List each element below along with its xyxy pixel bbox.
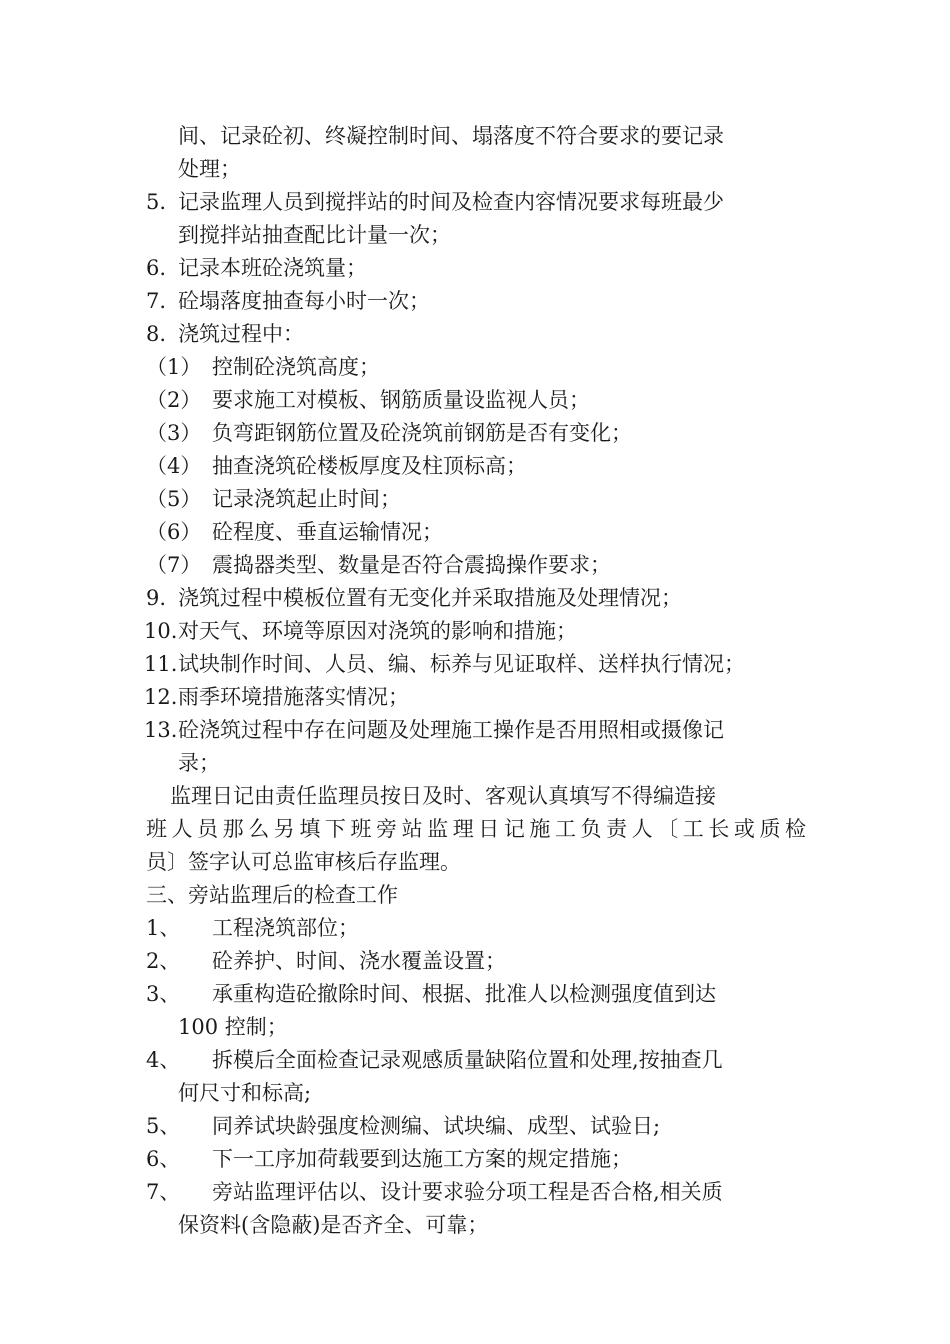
sub-item-text: 砼程度、垂直运输情况；: [212, 520, 443, 544]
check-item: [0, 1044, 950, 1076]
list-item: [0, 186, 950, 218]
check-item-text: 工程浇筑部位；: [212, 916, 359, 940]
sub-item-text: 要求施工对模板、钢筋质量设监视人员；: [212, 388, 590, 412]
item-number: 10.: [144, 619, 178, 643]
sub-item-number: （7）: [146, 553, 202, 577]
check-item-text: 同养试块龄强度检测编、试块编、成型、试验日;: [212, 1114, 661, 1138]
item-number: 6.: [146, 256, 167, 280]
sub-item-number: （3）: [146, 421, 202, 445]
section-heading-text: 三、旁站监理后的检查工作: [146, 883, 398, 907]
sub-item-text: 震捣器类型、数量是否符合震捣操作要求；: [212, 553, 611, 577]
check-item-number: 6、: [146, 1147, 181, 1171]
continuation-text: 录；: [178, 751, 220, 775]
check-item-text: 砼养护、时间、浇水覆盖设置；: [212, 949, 506, 973]
check-item-text: 下一工序加荷载要到达施工方案的规定措施；: [212, 1147, 632, 1171]
check-item: [0, 1110, 950, 1142]
check-item-number: 4、: [146, 1048, 181, 1072]
check-item-number: 5、: [146, 1114, 181, 1138]
sub-item-text: 记录浇筑起止时间；: [212, 487, 401, 511]
sub-item-number: （5）: [146, 487, 202, 511]
continuation-text: 间、记录砼初、终凝控制时间、塌落度不符合要求的要记录: [178, 124, 724, 148]
continuation-text: 处理；: [178, 157, 241, 181]
paragraph-text: 员〕签字认可总监审核后存监理。: [146, 850, 461, 874]
text-line: [0, 1011, 950, 1043]
check-item: [0, 945, 950, 977]
text-line: [0, 153, 950, 185]
check-item: [0, 912, 950, 944]
sub-list-item: [0, 351, 950, 383]
paragraph-text: 监理日记由责任监理员按日及时、客观认真填写不得编造接: [170, 784, 716, 808]
item-text: 雨季环境措施落实情况；: [178, 685, 409, 709]
check-item-text: 拆模后全面检查记录观感质量缺陷位置和处理,按抽查几: [212, 1048, 723, 1072]
continuation-text: 何尺寸和标高;: [178, 1081, 312, 1105]
list-item: [0, 648, 950, 680]
item-number: 9.: [146, 586, 167, 610]
sub-list-item: [0, 516, 950, 548]
check-item-number: 2、: [146, 949, 181, 973]
list-item: [0, 714, 950, 746]
text-line: [0, 747, 950, 779]
list-item: [0, 582, 950, 614]
continuation-text: 100 控制；: [178, 1015, 288, 1039]
check-item-number: 7、: [146, 1180, 181, 1204]
check-item-number: 1、: [146, 916, 181, 940]
sub-item-number: （6）: [146, 520, 202, 544]
item-number: 5.: [146, 190, 167, 214]
sub-item-text: 负弯距钢筋位置及砼浇筑前钢筋是否有变化；: [212, 421, 632, 445]
text-line: [0, 1209, 950, 1241]
check-item-text: 旁站监理评估以、设计要求验分项工程是否合格,相关质: [212, 1180, 723, 1204]
item-text: 砼塌落度抽查每小时一次；: [178, 289, 430, 313]
item-number: 11.: [144, 652, 178, 676]
item-text: 记录本班砼浇筑量；: [178, 256, 367, 280]
sub-item-number: （2）: [146, 388, 202, 412]
item-text: 记录监理人员到搅拌站的时间及检查内容情况要求每班最少: [178, 190, 724, 214]
item-text: 浇筑过程中模板位置有无变化并采取措施及处理情况；: [178, 586, 682, 610]
list-item: [0, 318, 950, 350]
sub-item-number: （4）: [146, 454, 202, 478]
item-number: 12.: [144, 685, 178, 709]
sub-list-item: [0, 549, 950, 581]
paragraph-line: [0, 780, 950, 812]
continuation-text: 到搅拌站抽查配比计量一次；: [178, 223, 451, 247]
paragraph-text: 班人员那么另填下班旁站监理日记施工负责人〔工长或质检: [146, 817, 806, 841]
sub-item-text: 抽查浇筑砼楼板厚度及柱顶标高；: [212, 454, 527, 478]
text-line: [0, 219, 950, 251]
list-item: [0, 285, 950, 317]
item-number: 7.: [146, 289, 167, 313]
text-line: [0, 120, 950, 152]
paragraph-line: [0, 846, 950, 878]
check-item-number: 3、: [146, 982, 181, 1006]
text-line: [0, 1077, 950, 1109]
list-item: [0, 615, 950, 647]
item-text: 浇筑过程中：: [178, 322, 304, 346]
sub-list-item: [0, 417, 950, 449]
check-item: [0, 1176, 950, 1208]
sub-list-item: [0, 384, 950, 416]
section-heading: [0, 879, 950, 911]
check-item-text: 承重构造砼撤除时间、根据、批准人以检测强度值到达: [212, 982, 716, 1006]
list-item: [0, 252, 950, 284]
continuation-text: 保资料(含隐蔽)是否齐全、可靠；: [178, 1213, 489, 1237]
paragraph-line: [0, 813, 950, 845]
sub-item-text: 控制砼浇筑高度；: [212, 355, 380, 379]
sub-list-item: [0, 483, 950, 515]
item-text: 对天气、环境等原因对浇筑的影响和措施；: [178, 619, 577, 643]
item-text: 试块制作时间、人员、编、标养与见证取样、送样执行情况；: [178, 652, 745, 676]
sub-list-item: [0, 450, 950, 482]
check-item: [0, 978, 950, 1010]
item-text: 砼浇筑过程中存在问题及处理施工操作是否用照相或摄像记: [178, 718, 724, 742]
list-item: [0, 681, 950, 713]
item-number: 13.: [144, 718, 178, 742]
item-number: 8.: [146, 322, 167, 346]
sub-item-number: （1）: [146, 355, 202, 379]
check-item: [0, 1143, 950, 1175]
